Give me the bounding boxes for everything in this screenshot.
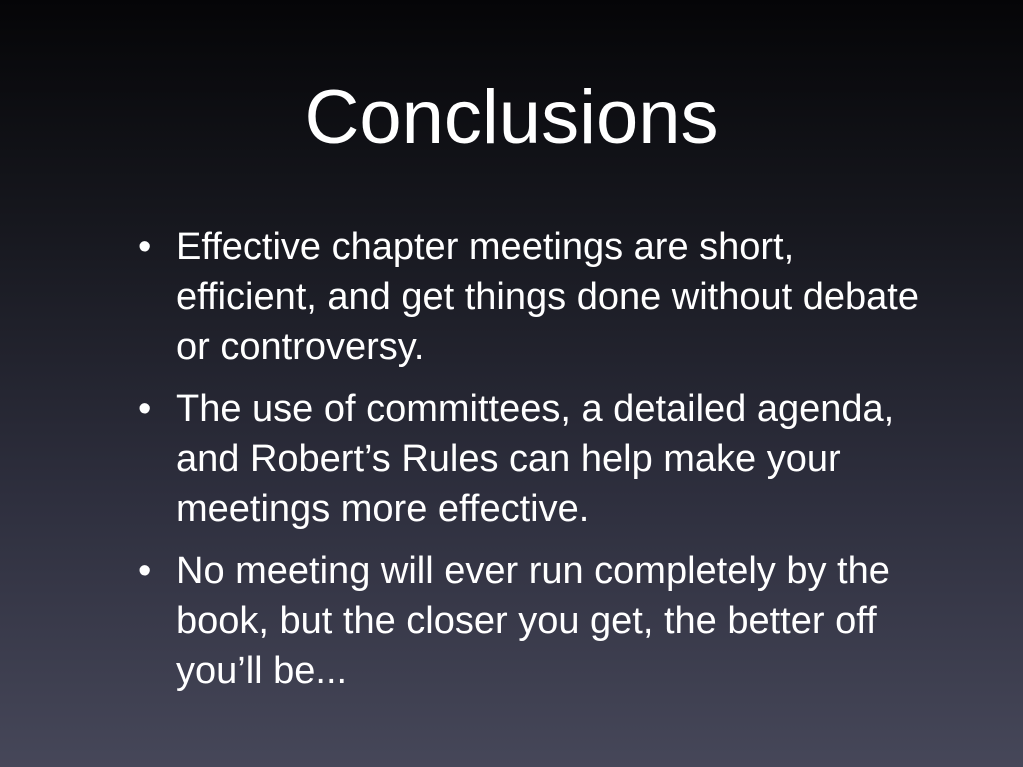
bullet-item xyxy=(125,546,925,696)
bullet-icon: • xyxy=(138,226,152,268)
bullet-text: The use of committees, a detailed agenda, and Robert’s Rules can help make your meetings more effective. xyxy=(176,388,895,530)
bullet-icon: • xyxy=(138,388,152,430)
bullet-text: No meeting will ever run completely by the book, but the closer you get, the better off you’ll be... xyxy=(176,550,890,692)
bullet-icon: • xyxy=(138,550,152,592)
bullet-list xyxy=(125,222,925,708)
bullet-item xyxy=(125,384,925,534)
bullet-item xyxy=(125,222,925,372)
bullet-text: Effective chapter meetings are short, efficient, and get things done without debate or controversy. xyxy=(176,226,919,368)
slide-title: Conclusions xyxy=(304,75,719,160)
